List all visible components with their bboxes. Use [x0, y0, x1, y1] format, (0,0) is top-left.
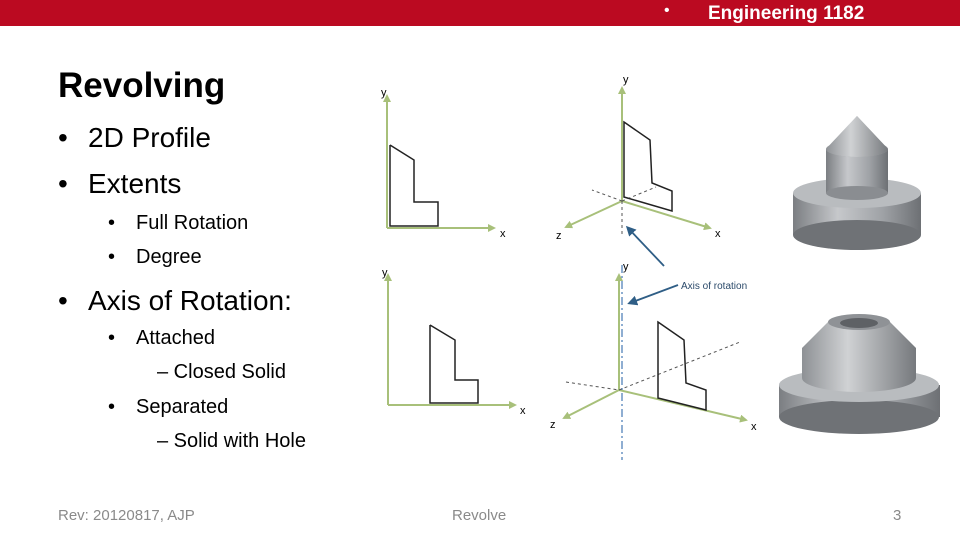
footer-revision: Rev: 20120817, AJP: [58, 507, 195, 524]
bullet-separated: • Separated: [136, 396, 228, 419]
footer-page-number: 3: [893, 507, 902, 524]
footer-topic: Revolve: [452, 507, 507, 524]
bullet-full-rotation: • Full Rotation: [136, 212, 248, 235]
callout-arrow-bottom: [630, 285, 678, 303]
bullet-solid-with-hole: – Solid with Hole: [157, 430, 306, 452]
axis-label-x-top-left: x: [500, 228, 506, 240]
axis-label-x-bottom-mid: x: [751, 421, 757, 433]
axis-label-z-bottom-mid: z: [550, 419, 556, 431]
closed-solid-render: [793, 116, 921, 250]
callout-arrow-top: [628, 228, 664, 266]
profile-3d-top: [556, 74, 721, 242]
axis-label-z-top-mid: z: [556, 230, 562, 242]
hollow-solid-render: [779, 314, 940, 434]
course-title: Engineering 1182: [708, 3, 865, 24]
axis-of-rotation-callout: Axis of rotation: [681, 281, 748, 292]
axis-label-x-bottom-left: x: [520, 405, 526, 417]
axis-label-x-top-mid: x: [715, 228, 721, 240]
bullet-extents: • Extents: [88, 168, 181, 200]
header-bullet: •: [664, 2, 670, 19]
axis-label-y-bottom-left: y: [382, 267, 388, 279]
profile-2d-top: [381, 87, 506, 240]
bullet-degree: • Degree: [136, 246, 202, 269]
bullet-2d-profile: • 2D Profile: [88, 122, 211, 154]
axis-label-y-top-left: y: [381, 87, 387, 99]
profile-2d-bottom: [382, 267, 526, 417]
axis-label-y-bottom-mid: y: [623, 261, 629, 273]
axis-label-y-top-mid: y: [623, 74, 629, 86]
slide-title: Revolving: [58, 66, 226, 105]
bullet-attached: • Attached: [136, 327, 215, 350]
bullet-axis-of-rotation: • Axis of Rotation:: [88, 285, 292, 317]
bullet-closed-solid: – Closed Solid: [157, 361, 286, 383]
